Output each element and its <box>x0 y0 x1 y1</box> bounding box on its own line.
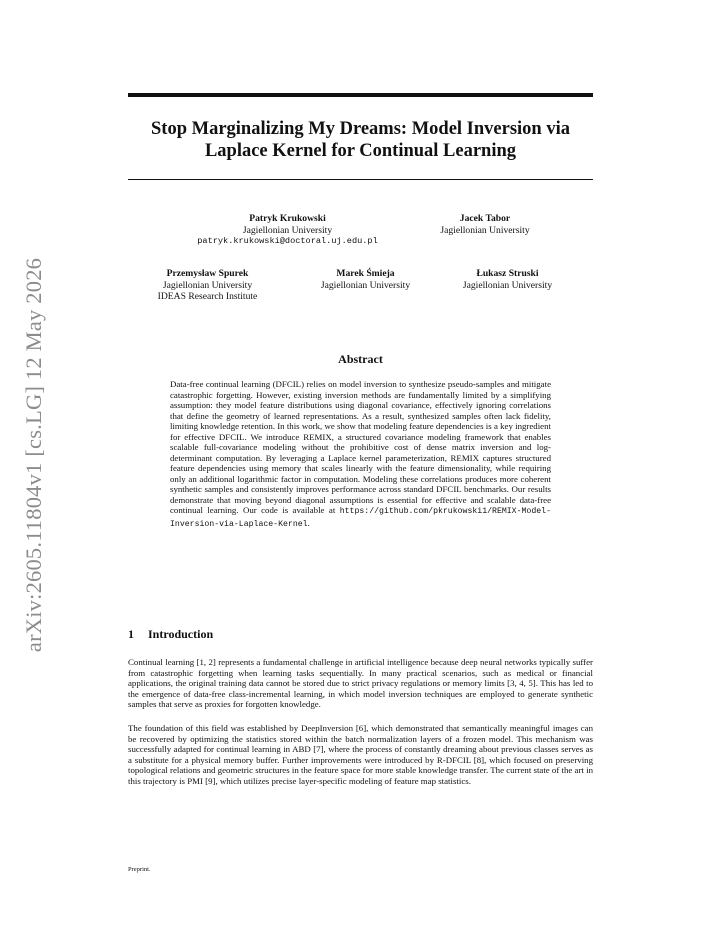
author-name: Przemysław Spurek <box>166 268 249 279</box>
title-top-rule <box>128 93 593 97</box>
author-name: Patryk Krukowski <box>249 213 326 224</box>
abstract-text: Data-free continual learning (DFCIL) relies on model inversion to synthesize pseudo-samples and mitigate catastrophic forgetting. However, existing inversion methods are fundamentally limited by a simplifying assumption: they model feature distributions using diagonal covariance, effectively ignoring correlations that define the geometry of learned representations. As a result, synthesized samples often lack fidelity, limiting knowledge retention. In this work, we show that modeling feature dependencies is a key ingredient for effective DFCIL. We introduce REMIX, a structured covariance modeling framework that enables scalable full-covariance modeling without the prohibitive cost of dense matrix inversion and log-determinant computation. By leveraging a Laplace kernel parameterization, REMIX captures structured feature dependencies using memory that scales linearly with the feature dimensionality, while requiring only an additional logarithmic factor in computation. Modeling these correlations produces more coherent synthetic samples and consistently improves performance across standard DFCIL benchmarks. Our results demonstrate that moving beyond diagonal assumptions is essential for effective and scalable data-free continual learning. Our code is available at <box>170 379 551 515</box>
author-email: patryk.krukowski@doctoral.uj.edu.pl <box>197 236 378 246</box>
section-heading-introduction <box>128 627 213 642</box>
title-bottom-rule <box>128 179 593 180</box>
author-affiliation: Jagiellonian University <box>242 224 333 236</box>
code-repository-link[interactable]: https://github.com/pkrukowski1/REMIX-Model-Inversion-via-Laplace-Kernel <box>170 507 551 529</box>
author-name: Marek Śmieja <box>336 268 395 279</box>
author-block-smieja <box>303 268 428 291</box>
section-title: Introduction <box>148 627 214 641</box>
author-affiliation: Jagiellonian University <box>320 279 411 291</box>
author-block-spurek <box>155 268 260 303</box>
arxiv-identifier-stamp: arXiv:2605.11804v1 [cs.LG] 12 May 2026 <box>21 257 46 653</box>
section-number: 1 <box>128 627 134 641</box>
author-block-tabor <box>420 213 550 236</box>
abstract-heading: Abstract <box>338 352 383 366</box>
author-affiliation: Jagiellonian University <box>462 279 553 291</box>
abstract-body: Data-free continual learning (DFCIL) relies on model inversion to synthesize pseudo-samples and mitigate catastrophic forgetting. However, existing inversion methods are fundamentally limited by a simplifying assumption: they model feature distributions using diagonal covariance, effectively ignoring correlations that define the geometry of learned representations. As a result, synthesized samples often lack fidelity, limiting knowledge retention. In this work, we show that modeling feature dependencies is a key ingredient for effective DFCIL. We introduce REMIX, a structured covariance modeling framework that enables scalable full-covariance modeling without the prohibitive cost of dense matrix inversion and log-determinant computation. By leveraging a Laplace kernel parameterization, REMIX captures structured feature dependencies using memory that scales linearly with the feature dimensionality, while requiring only an additional logarithmic factor in computation. Modeling these correlations produces more coherent synthetic samples and consistently improves performance across standard DFCIL benchmarks. Our results demonstrate that moving beyond diagonal assumptions is essential for effective and scalable data-free continual learning. Our code is available at https://github.com/pkrukowski1/REMIX-Model-Inversion-via-Laplace-Kernel. <box>170 379 551 529</box>
introduction-paragraph-1: Continual learning [1, 2] represents a fundamental challenge in artificial intelligence because deep neural networks typically suffer from catastrophic forgetting when learning tasks sequentially. In many practical scenarios, such as medical or financial applications, the original training data cannot be stored due to strict privacy regulations or memory limits [3, 4, 5]. This has led to the emergence of data-free class-incremental learning, in which model inversion techniques are employed to generate synthetic samples that serve as proxies for forgotten knowledge. <box>128 657 593 709</box>
author-affiliation-secondary: IDEAS Research Institute <box>157 291 258 302</box>
author-affiliation: Jagiellonian University <box>162 279 253 291</box>
preprint-footer-note: Preprint. <box>128 866 151 873</box>
author-name: Łukasz Struski <box>476 268 539 279</box>
paper-title: Stop Marginalizing My Dreams: Model Inversion via Laplace Kernel for Continual Learning <box>151 119 570 161</box>
introduction-paragraph-2: The foundation of this field was established by DeepInversion [6], which demonstrated that semantically meaningful images can be recovered by optimizing the statistics stored within the batch normalization layers of a frozen model. This mechanism was successfully adapted for continual learning in ABD [7], where the process of constantly dreaming about previous classes serves as a substitute for a physical memory buffer. Further improvements were introduced by R-DFCIL [8], which focused on preserving topological relations and geometric structures in the feature space for more stable knowledge transfer. The current state of the art in this trajectory is PMI [9], which utilizes precise layer-specific modeling of feature map statistics. <box>128 723 593 786</box>
author-name: Jacek Tabor <box>459 213 511 224</box>
author-block-krukowski <box>180 213 395 248</box>
author-affiliation: Jagiellonian University <box>440 224 530 236</box>
author-block-struski <box>445 268 570 291</box>
